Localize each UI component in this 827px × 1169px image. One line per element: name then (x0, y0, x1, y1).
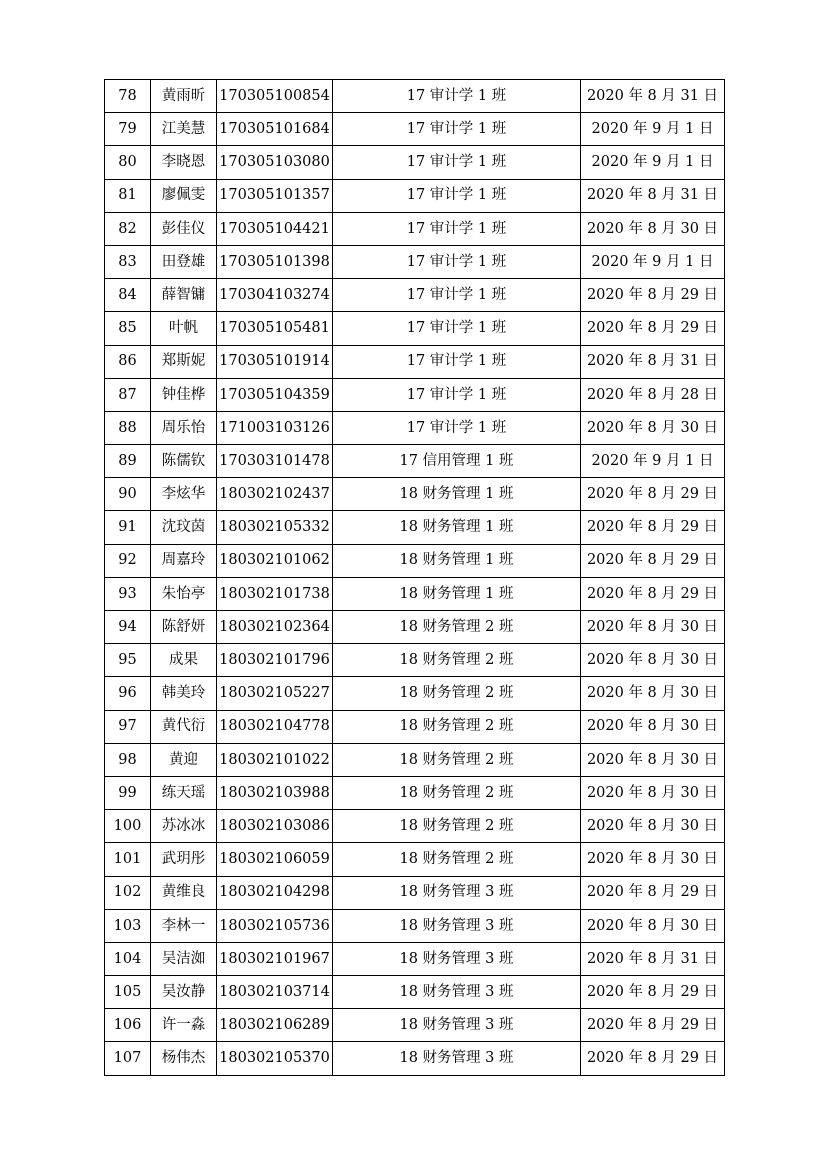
student-id-cell: 170304103274 (217, 279, 333, 312)
student-id-cell: 170305100854 (217, 80, 333, 113)
student-id-cell: 180302102364 (217, 611, 333, 644)
student-name-cell: 廖佩雯 (151, 179, 217, 212)
student-id-cell: 180302101738 (217, 577, 333, 610)
student-name-cell: 田登雄 (151, 245, 217, 278)
date-cell: 2020 年 8 月 29 日 (581, 1009, 725, 1042)
table-row (105, 179, 725, 212)
class-name-cell: 18 财务管理 1 班 (333, 577, 581, 610)
table-row (105, 876, 725, 909)
table-row (105, 411, 725, 444)
class-name-cell: 18 财务管理 2 班 (333, 776, 581, 809)
roster-body (105, 80, 725, 1076)
table-row (105, 245, 725, 278)
class-name-cell: 17 审计学 1 班 (333, 312, 581, 345)
student-name-cell: 武玥彤 (151, 843, 217, 876)
student-id-cell: 180302103086 (217, 810, 333, 843)
date-cell: 2020 年 8 月 30 日 (581, 776, 725, 809)
student-id-cell: 180302106059 (217, 843, 333, 876)
row-number-cell: 82 (105, 212, 151, 245)
date-cell: 2020 年 8 月 31 日 (581, 942, 725, 975)
table-row (105, 544, 725, 577)
class-name-cell: 17 审计学 1 班 (333, 345, 581, 378)
class-name-cell: 18 财务管理 2 班 (333, 677, 581, 710)
student-name-cell: 练天瑶 (151, 776, 217, 809)
date-cell: 2020 年 8 月 30 日 (581, 810, 725, 843)
date-cell: 2020 年 8 月 29 日 (581, 279, 725, 312)
date-cell: 2020 年 8 月 29 日 (581, 1042, 725, 1075)
class-name-cell: 18 财务管理 3 班 (333, 942, 581, 975)
row-number-cell: 100 (105, 810, 151, 843)
table-row (105, 1042, 725, 1075)
table-row (105, 312, 725, 345)
row-number-cell: 105 (105, 976, 151, 1009)
student-id-cell: 180302104298 (217, 876, 333, 909)
table-row (105, 113, 725, 146)
table-row (105, 511, 725, 544)
row-number-cell: 88 (105, 411, 151, 444)
class-name-cell: 17 审计学 1 班 (333, 378, 581, 411)
date-cell: 2020 年 8 月 30 日 (581, 843, 725, 876)
date-cell: 2020 年 9 月 1 日 (581, 146, 725, 179)
row-number-cell: 103 (105, 909, 151, 942)
table-row (105, 445, 725, 478)
student-name-cell: 黄代衍 (151, 710, 217, 743)
row-number-cell: 106 (105, 1009, 151, 1042)
class-name-cell: 17 信用管理 1 班 (333, 445, 581, 478)
class-name-cell: 18 财务管理 1 班 (333, 511, 581, 544)
student-id-cell: 180302104778 (217, 710, 333, 743)
row-number-cell: 87 (105, 378, 151, 411)
date-cell: 2020 年 8 月 29 日 (581, 876, 725, 909)
student-name-cell: 朱怡亭 (151, 577, 217, 610)
student-name-cell: 周嘉玲 (151, 544, 217, 577)
table-row (105, 976, 725, 1009)
date-cell: 2020 年 8 月 30 日 (581, 909, 725, 942)
class-name-cell: 18 财务管理 2 班 (333, 644, 581, 677)
student-name-cell: 钟佳桦 (151, 378, 217, 411)
class-name-cell: 17 审计学 1 班 (333, 179, 581, 212)
row-number-cell: 80 (105, 146, 151, 179)
student-name-cell: 陈儒钦 (151, 445, 217, 478)
row-number-cell: 92 (105, 544, 151, 577)
table-row (105, 378, 725, 411)
student-id-cell: 180302101062 (217, 544, 333, 577)
student-id-cell: 180302103988 (217, 776, 333, 809)
student-id-cell: 180302101967 (217, 942, 333, 975)
student-id-cell: 171003103126 (217, 411, 333, 444)
student-id-cell: 170305103080 (217, 146, 333, 179)
date-cell: 2020 年 8 月 30 日 (581, 644, 725, 677)
row-number-cell: 78 (105, 80, 151, 113)
student-name-cell: 彭佳仪 (151, 212, 217, 245)
table-row (105, 611, 725, 644)
class-name-cell: 18 财务管理 3 班 (333, 876, 581, 909)
date-cell: 2020 年 8 月 29 日 (581, 577, 725, 610)
class-name-cell: 18 财务管理 2 班 (333, 810, 581, 843)
student-id-cell: 170305105481 (217, 312, 333, 345)
class-name-cell: 18 财务管理 3 班 (333, 976, 581, 1009)
student-name-cell: 吴汝静 (151, 976, 217, 1009)
class-name-cell: 18 财务管理 3 班 (333, 1009, 581, 1042)
table-row (105, 644, 725, 677)
student-id-cell: 170305101357 (217, 179, 333, 212)
row-number-cell: 104 (105, 942, 151, 975)
row-number-cell: 107 (105, 1042, 151, 1075)
student-id-cell: 180302105736 (217, 909, 333, 942)
row-number-cell: 91 (105, 511, 151, 544)
table-row (105, 1009, 725, 1042)
student-name-cell: 黄迎 (151, 743, 217, 776)
student-name-cell: 李林一 (151, 909, 217, 942)
student-name-cell: 李晓恩 (151, 146, 217, 179)
student-id-cell: 170303101478 (217, 445, 333, 478)
row-number-cell: 96 (105, 677, 151, 710)
student-name-cell: 陈舒妍 (151, 611, 217, 644)
student-name-cell: 苏冰冰 (151, 810, 217, 843)
table-row (105, 345, 725, 378)
row-number-cell: 94 (105, 611, 151, 644)
date-cell: 2020 年 8 月 31 日 (581, 80, 725, 113)
student-id-cell: 180302105370 (217, 1042, 333, 1075)
date-cell: 2020 年 8 月 29 日 (581, 312, 725, 345)
date-cell: 2020 年 8 月 28 日 (581, 378, 725, 411)
student-name-cell: 叶帆 (151, 312, 217, 345)
date-cell: 2020 年 8 月 31 日 (581, 179, 725, 212)
student-id-cell: 180302105227 (217, 677, 333, 710)
class-name-cell: 18 财务管理 2 班 (333, 743, 581, 776)
date-cell: 2020 年 8 月 31 日 (581, 345, 725, 378)
row-number-cell: 89 (105, 445, 151, 478)
student-name-cell: 周乐怡 (151, 411, 217, 444)
date-cell: 2020 年 8 月 30 日 (581, 710, 725, 743)
class-name-cell: 17 审计学 1 班 (333, 411, 581, 444)
table-row (105, 279, 725, 312)
table-row (105, 80, 725, 113)
student-name-cell: 郑斯妮 (151, 345, 217, 378)
date-cell: 2020 年 8 月 29 日 (581, 511, 725, 544)
row-number-cell: 99 (105, 776, 151, 809)
class-name-cell: 18 财务管理 1 班 (333, 478, 581, 511)
student-id-cell: 180302101022 (217, 743, 333, 776)
date-cell: 2020 年 8 月 29 日 (581, 544, 725, 577)
student-id-cell: 180302101796 (217, 644, 333, 677)
class-name-cell: 18 财务管理 2 班 (333, 710, 581, 743)
date-cell: 2020 年 9 月 1 日 (581, 113, 725, 146)
row-number-cell: 81 (105, 179, 151, 212)
table-row (105, 942, 725, 975)
student-id-cell: 180302103714 (217, 976, 333, 1009)
class-name-cell: 18 财务管理 2 班 (333, 843, 581, 876)
class-name-cell: 18 财务管理 3 班 (333, 1042, 581, 1075)
student-id-cell: 170305101914 (217, 345, 333, 378)
student-roster-table (104, 79, 725, 1076)
row-number-cell: 83 (105, 245, 151, 278)
row-number-cell: 84 (105, 279, 151, 312)
table-row (105, 478, 725, 511)
row-number-cell: 101 (105, 843, 151, 876)
row-number-cell: 93 (105, 577, 151, 610)
student-id-cell: 170305101684 (217, 113, 333, 146)
student-name-cell: 杨伟杰 (151, 1042, 217, 1075)
student-name-cell: 薛智镛 (151, 279, 217, 312)
table-row (105, 909, 725, 942)
date-cell: 2020 年 9 月 1 日 (581, 245, 725, 278)
class-name-cell: 18 财务管理 2 班 (333, 611, 581, 644)
student-name-cell: 韩美玲 (151, 677, 217, 710)
row-number-cell: 90 (105, 478, 151, 511)
student-id-cell: 170305104421 (217, 212, 333, 245)
row-number-cell: 79 (105, 113, 151, 146)
class-name-cell: 18 财务管理 1 班 (333, 544, 581, 577)
table-row (105, 810, 725, 843)
date-cell: 2020 年 8 月 29 日 (581, 478, 725, 511)
class-name-cell: 17 审计学 1 班 (333, 113, 581, 146)
date-cell: 2020 年 8 月 29 日 (581, 976, 725, 1009)
row-number-cell: 102 (105, 876, 151, 909)
student-id-cell: 180302102437 (217, 478, 333, 511)
row-number-cell: 85 (105, 312, 151, 345)
student-name-cell: 黄维良 (151, 876, 217, 909)
student-name-cell: 沈玟茵 (151, 511, 217, 544)
date-cell: 2020 年 8 月 30 日 (581, 411, 725, 444)
date-cell: 2020 年 8 月 30 日 (581, 212, 725, 245)
table-row (105, 776, 725, 809)
student-name-cell: 江美慧 (151, 113, 217, 146)
table-row (105, 677, 725, 710)
class-name-cell: 17 审计学 1 班 (333, 212, 581, 245)
row-number-cell: 98 (105, 743, 151, 776)
student-name-cell: 成果 (151, 644, 217, 677)
student-name-cell: 吴洁洳 (151, 942, 217, 975)
class-name-cell: 17 审计学 1 班 (333, 279, 581, 312)
date-cell: 2020 年 8 月 30 日 (581, 743, 725, 776)
student-name-cell: 许一淼 (151, 1009, 217, 1042)
table-row (105, 146, 725, 179)
row-number-cell: 86 (105, 345, 151, 378)
student-id-cell: 170305101398 (217, 245, 333, 278)
table-row (105, 710, 725, 743)
class-name-cell: 17 审计学 1 班 (333, 80, 581, 113)
class-name-cell: 17 审计学 1 班 (333, 245, 581, 278)
date-cell: 2020 年 9 月 1 日 (581, 445, 725, 478)
student-id-cell: 180302106289 (217, 1009, 333, 1042)
table-row (105, 577, 725, 610)
row-number-cell: 95 (105, 644, 151, 677)
date-cell: 2020 年 8 月 30 日 (581, 677, 725, 710)
class-name-cell: 17 审计学 1 班 (333, 146, 581, 179)
table-row (105, 212, 725, 245)
table-row (105, 743, 725, 776)
table-row (105, 843, 725, 876)
student-name-cell: 李炫华 (151, 478, 217, 511)
student-id-cell: 180302105332 (217, 511, 333, 544)
class-name-cell: 18 财务管理 3 班 (333, 909, 581, 942)
date-cell: 2020 年 8 月 30 日 (581, 611, 725, 644)
student-id-cell: 170305104359 (217, 378, 333, 411)
student-name-cell: 黄雨昕 (151, 80, 217, 113)
row-number-cell: 97 (105, 710, 151, 743)
